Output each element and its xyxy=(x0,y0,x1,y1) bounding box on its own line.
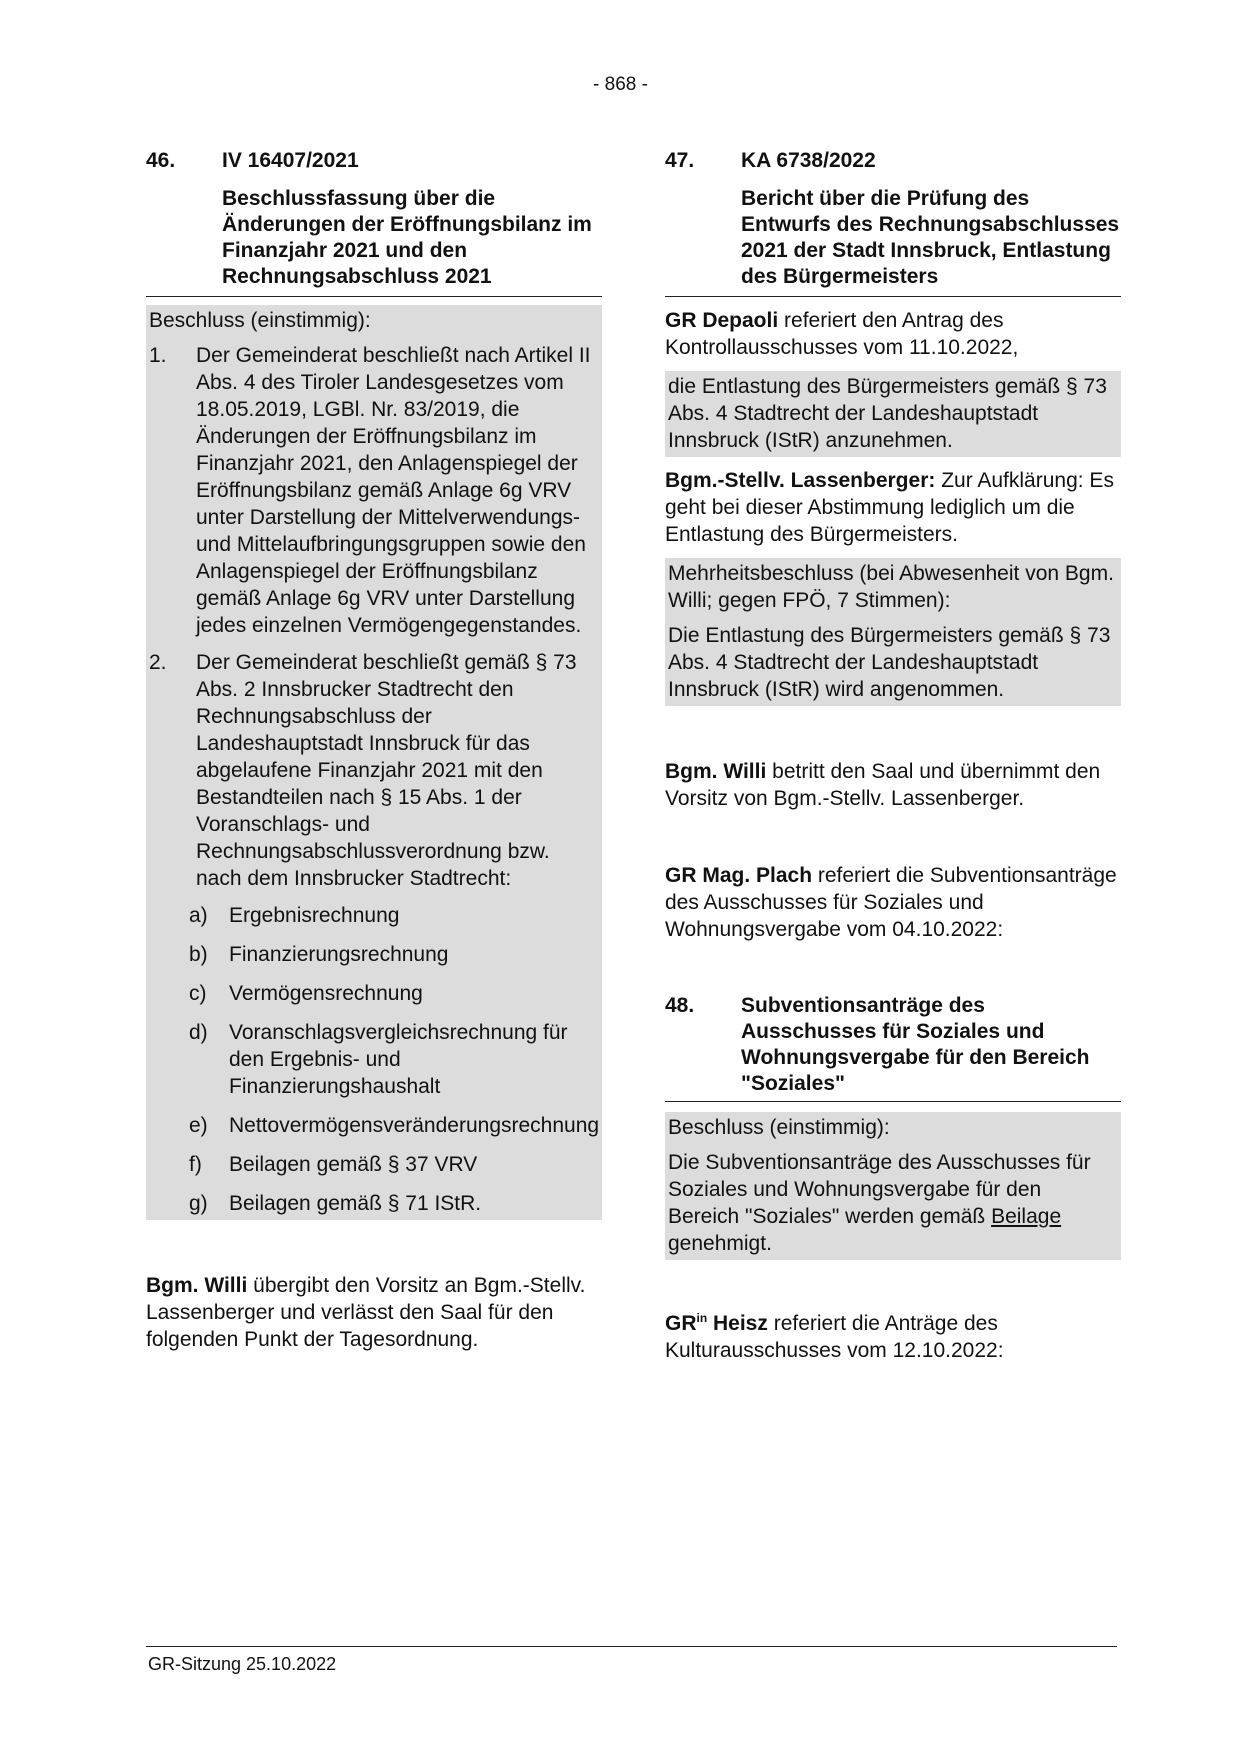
lassenberger-text: Zur Aufklärung: Es geht bei dieser Abstimmung lediglich um die Entlastung des Bürgermeisters. xyxy=(665,469,1114,546)
item-46-decision-box xyxy=(146,305,602,1220)
motion-text: die Entlastung des Bürgermeisters gemäß § 73 Abs. 4 Stadtrecht der Landeshauptstadt Innsbruck (IStR) anzunehmen. xyxy=(668,375,1107,452)
sub-list-label: f) xyxy=(189,1153,202,1176)
sub-list xyxy=(149,902,599,1217)
footer-text: GR-Sitzung 25.10.2022 xyxy=(148,1654,337,1674)
sub-list-label: e) xyxy=(189,1114,208,1137)
page-number: - 868 - xyxy=(593,74,648,95)
item-48-rule xyxy=(665,1101,1121,1102)
item-47-title: Bericht über die Prüfung des Entwurfs des Rechnungsabschlusses 2021 der Stadt Innsbruck, Entlastung des Bürgermeisters xyxy=(665,186,1121,297)
sub-list-text: Beilagen gemäß § 71 IStR. xyxy=(229,1192,482,1215)
item-46-header xyxy=(146,148,602,174)
sub-list-item xyxy=(189,902,599,929)
sub-list-label: b) xyxy=(189,943,208,966)
sub-list-label: g) xyxy=(189,1192,208,1215)
sub-list-text: Voranschlagsvergleichsrechnung für den Ergebnis- und Finanzierungshaushalt xyxy=(229,1021,568,1098)
plach-text: referiert die Subventionsanträge des Ausschusses für Soziales und Wohnungsvergabe vom 04.10.2022: xyxy=(665,864,1117,941)
lassenberger-speaker: Bgm.-Stellv. Lassenberger: xyxy=(665,469,936,492)
item-46-title: Beschlussfassung über die Änderungen der Eröffnungsbilanz im Finanzjahr 2021 und den Rechnungsabschluss 2021 xyxy=(146,186,602,297)
item-48-header xyxy=(665,993,1121,1097)
note-speaker: Bgm. Willi xyxy=(146,1274,248,1297)
depaoli-statement xyxy=(665,307,1121,361)
sub-list-item xyxy=(189,1112,599,1139)
footer-rule xyxy=(146,1646,1117,1647)
willi-text: betritt den Saal und übernimmt den Vorsitz von Bgm.-Stellv. Lassenberger. xyxy=(665,760,1101,810)
heisz-speaker-name: Heisz xyxy=(707,1312,768,1335)
plach-statement xyxy=(665,862,1121,943)
depaoli-text: referiert den Antrag des Kontrollausschusses vom 11.10.2022, xyxy=(665,309,1019,359)
heisz-statement xyxy=(665,1310,1121,1364)
sub-list-text: Vermögensrechnung xyxy=(229,982,423,1005)
sub-list-text: Nettovermögensveränderungsrechnung xyxy=(229,1114,600,1137)
item-47-number: 47. xyxy=(665,149,695,172)
sub-list-item xyxy=(189,980,599,1007)
heisz-speaker-suffix: in xyxy=(696,1311,708,1325)
chair-handover-note xyxy=(146,1272,602,1353)
sub-list-label: a) xyxy=(189,904,208,927)
list-item-text: Der Gemeinderat beschließt gemäß § 73 Abs. 2 Innsbrucker Stadtrecht den Rechnungsabschluss der Landeshauptstadt Innsbruck für das abgelaufene Finanzjahr 2021 mit den Bestandteilen nach § 15 Abs. 1 der Voranschlags- und Rechnungsabschlussverordnung bzw. nach dem Innsbrucker Stadtrecht: xyxy=(196,651,577,890)
item-46-number: 46. xyxy=(146,149,176,172)
numbered-list xyxy=(149,342,599,892)
right-column xyxy=(665,148,1121,1364)
decision-label: Beschluss (einstimmig): xyxy=(668,1116,890,1139)
sub-list-label: d) xyxy=(189,1021,208,1044)
sub-list-text: Beilagen gemäß § 37 VRV xyxy=(229,1153,478,1176)
item-46-code: IV 16407/2021 xyxy=(222,149,359,172)
willi-statement xyxy=(665,758,1121,812)
list-item-number: 1. xyxy=(149,344,167,367)
beilage-link[interactable]: Beilage xyxy=(991,1205,1062,1228)
decision-text-end: genehmigt. xyxy=(668,1232,772,1255)
item-47-code: KA 6738/2022 xyxy=(741,149,876,172)
sub-list-item xyxy=(189,1019,599,1100)
decision-label: Beschluss (einstimmig): xyxy=(149,309,371,332)
sub-list-label: c) xyxy=(189,982,207,1005)
sub-list-item xyxy=(189,941,599,968)
sub-list-item xyxy=(189,1190,599,1217)
item-47-header xyxy=(665,148,1121,174)
note-text: übergibt den Vorsitz an Bgm.-Stellv. Lassenberger und verlässt den Saal für den folgenden Punkt der Tagesordnung. xyxy=(146,1274,586,1351)
decision-text-main: Die Subventionsanträge des Ausschusses für Soziales und Wohnungsvergabe für den Bereich "Soziales" werden gemäß xyxy=(668,1151,1091,1228)
majority-result: Die Entlastung des Bürgermeisters gemäß § 73 Abs. 4 Stadtrecht der Landeshauptstadt Innsbruck (IStR) wird angenommen. xyxy=(668,624,1111,701)
willi-speaker: Bgm. Willi xyxy=(665,760,767,783)
lassenberger-statement xyxy=(665,467,1121,548)
plach-speaker: GR Mag. Plach xyxy=(665,864,813,887)
sub-list-text: Ergebnisrechnung xyxy=(229,904,400,927)
list-item-text: Der Gemeinderat beschließt nach Artikel II Abs. 4 des Tiroler Landesgesetzes vom 18.05.2019, LGBl. Nr. 83/2019, die Änderungen der Eröffnungsbilanz im Finanzjahr 2021, den Anlagenspiegel der Eröffnungsbilanz gemäß Anlage 6g VRV unter Darstellung der Mittelverwendungs- und Mittelaufbringungsgruppen sowie den Anlagenspiegel der Eröffnungsbilanz gemäß Anlage 6g VRV unter Darstellung jedes einzelnen Vermögengegenstandes. xyxy=(196,344,591,637)
item-48-decision-box xyxy=(665,1112,1121,1260)
heisz-text: referiert die Anträge des Kulturausschusses vom 12.10.2022: xyxy=(665,1312,1004,1362)
depaoli-speaker: GR Depaoli xyxy=(665,309,779,332)
heisz-speaker-title: GR xyxy=(665,1312,697,1335)
motion-box xyxy=(665,371,1121,457)
sub-list-item xyxy=(189,1151,599,1178)
decision-text xyxy=(668,1149,1118,1257)
list-item-number: 2. xyxy=(149,651,167,674)
list-item xyxy=(149,342,599,639)
list-item xyxy=(149,649,599,892)
majority-label: Mehrheitsbeschluss (bei Abwesenheit von Bgm. Willi; gegen FPÖ, 7 Stimmen): xyxy=(668,562,1114,612)
left-column xyxy=(146,148,602,1353)
majority-decision-box xyxy=(665,558,1121,706)
item-48-title-text: Subventionsanträge des Ausschusses für Soziales und Wohnungsvergabe für den Bereich "Soziales" xyxy=(741,994,1090,1095)
item-48-number: 48. xyxy=(665,994,695,1017)
heisz-speaker xyxy=(665,1312,768,1335)
sub-list-text: Finanzierungsrechnung xyxy=(229,943,449,966)
